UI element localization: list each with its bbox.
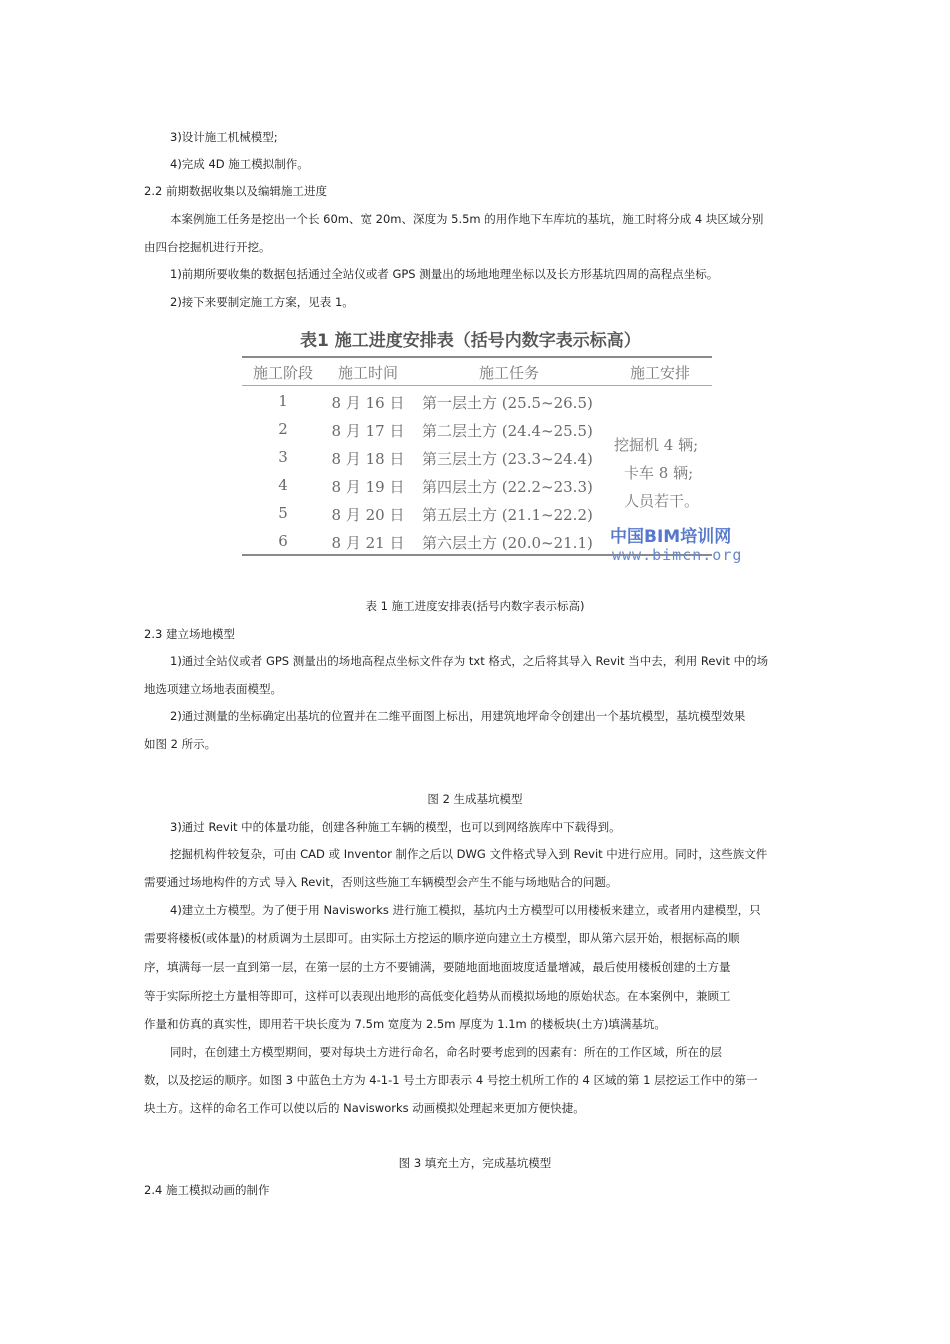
watermark-logo: 中国BIM培训网 — [610, 527, 732, 547]
table-header: 施工阶段 — [252, 364, 313, 382]
table-cell: 2 — [278, 420, 288, 438]
list-item: 2)接下来要制定施工方案，见表 1。 — [170, 295, 354, 309]
paragraph-line: 作量和仿真的真实性，即用若干块长度为 7.5m 宽度为 2.5m 厚度为 1.1m 的楼板块(土方)填满基坑。 — [144, 1017, 666, 1031]
table-cell: 第二层土方 (24.4~25.5) — [422, 422, 593, 440]
paragraph-line: 序，填满每一层一直到第一层，在第一层的土方不要铺满，要随地面地面坡度适量增减，最后使用楼板创建的土方量 — [144, 960, 731, 974]
table-cell: 第四层土方 (22.2~23.3) — [422, 478, 593, 496]
paragraph-line: 如图 2 所示。 — [144, 737, 217, 751]
paragraph-line: 2)通过测量的坐标确定出基坑的位置并在二维平面图上标出，用建筑地坪命令创建出一个基坑模型，基坑模型效果 — [170, 709, 746, 723]
table-cell: 1 — [278, 392, 288, 410]
table-header: 施工安排 — [629, 364, 690, 382]
table-title: 表1 施工进度安排表（括号内数字表示标高） — [300, 331, 641, 351]
schedule-table-image — [238, 322, 750, 572]
paragraph-line: 由四台挖掘机进行开挖。 — [144, 240, 271, 254]
paragraph-line: 1)通过全站仪或者 GPS 测量出的场地高程点坐标文件存为 txt 格式，之后将其导入 Revit 当中去，利用 Revit 中的场 — [170, 654, 769, 668]
table-caption: 表 1 施工进度安排表(括号内数字表示标高) — [365, 599, 585, 613]
table-cell: 8 月 20 日 — [331, 506, 405, 524]
table-header: 施工时间 — [337, 364, 398, 382]
list-item-3: 3)设计施工机械模型; — [170, 130, 278, 144]
paragraph-line: 本案例施工任务是挖出一个长 60m、宽 20m、深度为 5.5m 的用作地下车库坑的基坑，施工时将分成 4 块区域分别 — [170, 212, 764, 226]
table-cell: 第三层土方 (23.3~24.4) — [422, 450, 593, 468]
section-heading-2-2: 2.2 前期数据收集以及编辑施工进度 — [144, 184, 327, 198]
table-cell: 6 — [278, 532, 288, 550]
paragraph-line: 需要通过场地构件的方式 导入 Revit，否则这些施工车辆模型会产生不能与场地贴合的问题。 — [144, 875, 618, 889]
table-cell: 第五层土方 (21.1~22.2) — [422, 506, 593, 524]
table-cell: 8 月 18 日 — [331, 450, 405, 468]
paragraph-line: 挖掘机构件较复杂，可由 CAD 或 Inventor 制作之后以 DWG 文件格式导入到 Revit 中进行应用。同时，这些族文件 — [170, 847, 768, 861]
watermark-url: www.bimcn.org — [612, 546, 743, 564]
table-cell: 5 — [278, 504, 288, 522]
table-cell: 8 月 16 日 — [331, 394, 405, 412]
paragraph-line: 需要将楼板(或体量)的材质调为土层即可。由实际土方挖运的顺序逆向建立土方模型，即从第六层开始，根据标高的顺 — [144, 931, 740, 945]
arrangement-line: 卡车 8 辆; — [624, 464, 694, 482]
paragraph-line: 3)通过 Revit 中的体量功能，创建各种施工车辆的模型，也可以到网络族库中下载得到。 — [170, 820, 621, 834]
list-item: 1)前期所要收集的数据包括通过全站仪或者 GPS 测量出的场地地理坐标以及长方形基坑四周的高程点坐标。 — [170, 267, 719, 281]
paragraph-line: 块土方。这样的命名工作可以使以后的 Navisworks 动画模拟处理起来更加方便快捷。 — [144, 1101, 585, 1115]
arrangement-line: 人员若干。 — [624, 492, 700, 510]
figure-caption-3: 图 3 填充土方，完成基坑模型 — [398, 1156, 552, 1170]
table-cell: 第六层土方 (20.0~21.1) — [422, 534, 593, 552]
paragraph-line: 同时，在创建土方模型期间，要对每块土方进行命名，命名时要考虑到的因素有：所在的工作区域，所在的层 — [170, 1045, 722, 1059]
section-heading-2-3: 2.3 建立场地模型 — [144, 627, 235, 641]
section-heading-2-4: 2.4 施工模拟动画的制作 — [144, 1183, 270, 1197]
table-rule-mid — [242, 385, 712, 386]
table-cell: 8 月 21 日 — [331, 534, 405, 552]
paragraph-line: 4)建立土方模型。为了便于用 Navisworks 进行施工模拟，基坑内土方模型可以用楼板来建立，或者用内建模型，只 — [170, 903, 761, 917]
table-rule-top — [242, 356, 712, 358]
paragraph-line: 等于实际所挖土方量相等即可，这样可以表现出地形的高低变化趋势从而模拟场地的原始状态。在本案例中，兼顾工 — [144, 989, 731, 1003]
list-item-4: 4)完成 4D 施工模拟制作。 — [170, 157, 309, 171]
arrangement-line: 挖掘机 4 辆; — [614, 436, 699, 454]
table-header: 施工任务 — [478, 364, 539, 382]
paragraph-line: 数，以及挖运的顺序。如图 3 中蓝色土方为 4-1-1 号土方即表示 4 号挖土机所工作的 4 区域的第 1 层挖运工作中的第一 — [144, 1073, 758, 1087]
table-cell: 3 — [278, 448, 288, 466]
figure-caption-2: 图 2 生成基坑模型 — [427, 792, 523, 806]
table-cell: 8 月 17 日 — [331, 422, 405, 440]
table-cell: 4 — [278, 476, 288, 494]
table-cell: 8 月 19 日 — [331, 478, 405, 496]
table-cell: 第一层土方 (25.5~26.5) — [422, 394, 593, 412]
paragraph-line: 地选项建立场地表面模型。 — [144, 682, 282, 696]
